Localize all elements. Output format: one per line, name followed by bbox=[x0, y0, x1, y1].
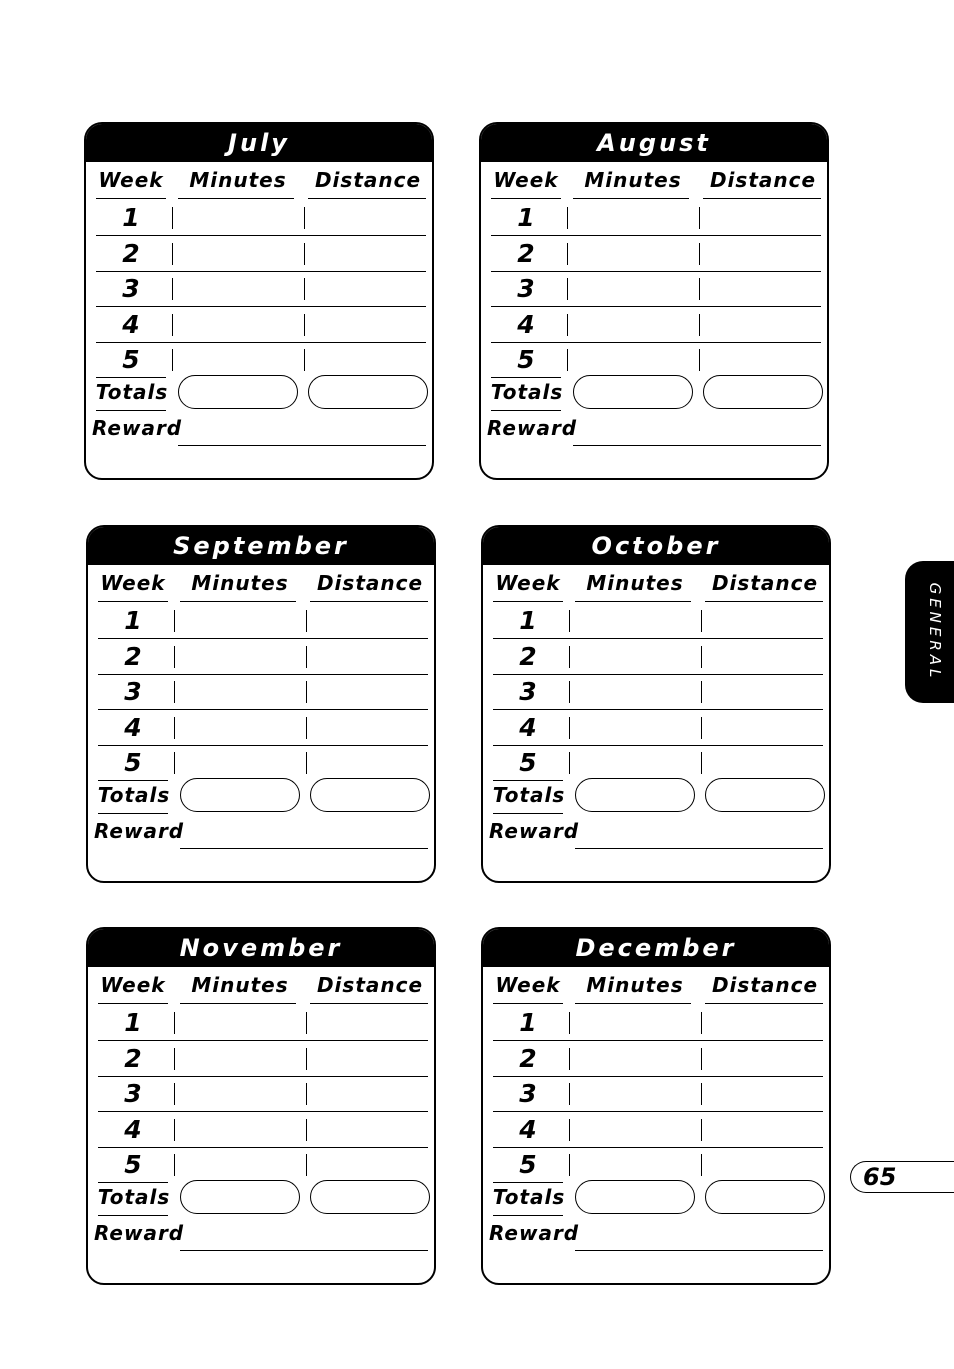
cell-divider bbox=[172, 349, 173, 371]
cell-divider bbox=[174, 681, 175, 703]
minutes-header: Minutes bbox=[191, 571, 289, 595]
cell-divider bbox=[172, 243, 173, 265]
cell-divider bbox=[304, 349, 305, 371]
cell-divider bbox=[174, 717, 175, 739]
minutes-header: Minutes bbox=[191, 973, 289, 997]
header-rule bbox=[310, 1003, 428, 1004]
row-rule bbox=[493, 1215, 563, 1216]
cell-divider bbox=[306, 681, 307, 703]
week-number: 2 bbox=[519, 641, 537, 671]
week-number: 2 bbox=[517, 238, 535, 268]
minutes-total-field[interactable] bbox=[575, 778, 695, 812]
header-rule bbox=[310, 601, 428, 602]
minutes-header: Minutes bbox=[586, 571, 684, 595]
month-title: December bbox=[483, 929, 829, 967]
reward-label: Reward bbox=[94, 819, 185, 843]
cell-divider bbox=[701, 1154, 702, 1176]
week-number: 5 bbox=[519, 748, 537, 777]
cell-divider bbox=[174, 752, 175, 774]
week-number: 1 bbox=[519, 606, 537, 635]
minutes-total-field[interactable] bbox=[180, 778, 300, 812]
reward-field[interactable] bbox=[573, 445, 821, 446]
cell-divider bbox=[174, 1012, 175, 1034]
distance-header: Distance bbox=[711, 973, 819, 997]
week-number: 4 bbox=[519, 712, 537, 742]
minutes-header: Minutes bbox=[189, 168, 287, 192]
week-number: 3 bbox=[124, 1079, 142, 1108]
header-rule bbox=[705, 1003, 823, 1004]
week-number: 2 bbox=[124, 1043, 142, 1073]
cell-divider bbox=[172, 207, 173, 229]
cell-divider bbox=[701, 610, 702, 632]
cell-divider bbox=[569, 1083, 570, 1105]
row-rule bbox=[98, 813, 168, 814]
minutes-header: Minutes bbox=[586, 973, 684, 997]
distance-total-field[interactable] bbox=[703, 375, 823, 409]
week-header: Week bbox=[98, 168, 164, 192]
header-rule bbox=[705, 601, 823, 602]
header-rule bbox=[491, 198, 561, 199]
header-rule bbox=[703, 198, 821, 199]
cell-divider bbox=[174, 646, 175, 668]
cell-divider bbox=[304, 314, 305, 336]
month-title: July bbox=[86, 124, 432, 162]
month-title: October bbox=[483, 527, 829, 565]
totals-label: Totals bbox=[95, 380, 169, 404]
row-rule bbox=[98, 780, 168, 781]
week-number: 2 bbox=[122, 238, 140, 268]
distance-total-field[interactable] bbox=[705, 1180, 825, 1214]
week-number: 5 bbox=[124, 748, 142, 777]
week-number: 4 bbox=[124, 712, 142, 742]
header-rule bbox=[98, 1003, 168, 1004]
week-number: 4 bbox=[122, 309, 140, 339]
header-rule bbox=[178, 198, 294, 199]
week-number: 2 bbox=[124, 641, 142, 671]
row-rule bbox=[493, 1182, 563, 1183]
distance-total-field[interactable] bbox=[308, 375, 428, 409]
reward-label: Reward bbox=[94, 1221, 185, 1245]
cell-divider bbox=[306, 646, 307, 668]
cell-divider bbox=[701, 1083, 702, 1105]
distance-total-field[interactable] bbox=[310, 778, 430, 812]
cell-divider bbox=[567, 207, 568, 229]
cell-divider bbox=[569, 646, 570, 668]
week-number: 5 bbox=[517, 345, 535, 374]
totals-label: Totals bbox=[492, 1185, 566, 1209]
week-header: Week bbox=[495, 571, 561, 595]
week-header: Week bbox=[100, 973, 166, 997]
totals-label: Totals bbox=[97, 1185, 171, 1209]
minutes-header: Minutes bbox=[584, 168, 682, 192]
cell-divider bbox=[569, 1048, 570, 1070]
month-card-september bbox=[86, 525, 436, 883]
week-number: 1 bbox=[122, 203, 140, 232]
cell-divider bbox=[699, 207, 700, 229]
week-number: 5 bbox=[519, 1150, 537, 1179]
distance-header: Distance bbox=[316, 973, 424, 997]
cell-divider bbox=[306, 752, 307, 774]
cell-divider bbox=[569, 681, 570, 703]
header-rule bbox=[180, 1003, 296, 1004]
cell-divider bbox=[701, 681, 702, 703]
cell-divider bbox=[306, 610, 307, 632]
week-number: 1 bbox=[124, 606, 142, 635]
cell-divider bbox=[174, 610, 175, 632]
cell-divider bbox=[304, 207, 305, 229]
month-card-october bbox=[481, 525, 831, 883]
header-rule bbox=[575, 1003, 691, 1004]
reward-field[interactable] bbox=[575, 1250, 823, 1251]
reward-field[interactable] bbox=[178, 445, 426, 446]
cell-divider bbox=[569, 1154, 570, 1176]
month-card-december bbox=[481, 927, 831, 1285]
reward-field[interactable] bbox=[180, 1250, 428, 1251]
cell-divider bbox=[701, 646, 702, 668]
cell-divider bbox=[701, 717, 702, 739]
week-header: Week bbox=[100, 571, 166, 595]
reward-field[interactable] bbox=[575, 848, 823, 849]
totals-label: Totals bbox=[492, 783, 566, 807]
week-number: 1 bbox=[517, 203, 535, 232]
week-header: Week bbox=[495, 973, 561, 997]
header-rule bbox=[180, 601, 296, 602]
distance-header: Distance bbox=[709, 168, 817, 192]
header-rule bbox=[493, 601, 563, 602]
minutes-total-field[interactable] bbox=[180, 1180, 300, 1214]
reward-label: Reward bbox=[92, 416, 183, 440]
row-rule bbox=[98, 1215, 168, 1216]
week-number: 2 bbox=[519, 1043, 537, 1073]
cell-divider bbox=[306, 717, 307, 739]
cell-divider bbox=[701, 1119, 702, 1141]
section-tab bbox=[905, 561, 954, 703]
row-rule bbox=[96, 410, 166, 411]
week-number: 3 bbox=[519, 677, 537, 706]
header-rule bbox=[308, 198, 426, 199]
cell-divider bbox=[306, 1048, 307, 1070]
distance-total-field[interactable] bbox=[705, 778, 825, 812]
distance-total-field[interactable] bbox=[310, 1180, 430, 1214]
cell-divider bbox=[172, 314, 173, 336]
cell-divider bbox=[569, 752, 570, 774]
cell-divider bbox=[306, 1012, 307, 1034]
reward-label: Reward bbox=[489, 1221, 580, 1245]
cell-divider bbox=[699, 278, 700, 300]
cell-divider bbox=[701, 1048, 702, 1070]
cell-divider bbox=[701, 1012, 702, 1034]
month-card-november bbox=[86, 927, 436, 1285]
minutes-total-field[interactable] bbox=[178, 375, 298, 409]
cell-divider bbox=[304, 243, 305, 265]
header-rule bbox=[96, 198, 166, 199]
row-rule bbox=[96, 377, 166, 378]
row-rule bbox=[491, 410, 561, 411]
week-number: 4 bbox=[519, 1114, 537, 1144]
week-header: Week bbox=[493, 168, 559, 192]
minutes-total-field[interactable] bbox=[575, 1180, 695, 1214]
week-number: 3 bbox=[519, 1079, 537, 1108]
row-rule bbox=[98, 1182, 168, 1183]
cell-divider bbox=[174, 1154, 175, 1176]
row-rule bbox=[493, 813, 563, 814]
month-title: August bbox=[481, 124, 827, 162]
header-rule bbox=[575, 601, 691, 602]
cell-divider bbox=[701, 752, 702, 774]
totals-label: Totals bbox=[490, 380, 564, 404]
month-card-july bbox=[84, 122, 434, 480]
month-card-august bbox=[479, 122, 829, 480]
cell-divider bbox=[172, 278, 173, 300]
page-number-badge bbox=[850, 1161, 954, 1193]
cell-divider bbox=[699, 349, 700, 371]
cell-divider bbox=[569, 610, 570, 632]
cell-divider bbox=[699, 243, 700, 265]
cell-divider bbox=[306, 1083, 307, 1105]
cell-divider bbox=[569, 1012, 570, 1034]
week-number: 4 bbox=[517, 309, 535, 339]
cell-divider bbox=[699, 314, 700, 336]
week-number: 3 bbox=[122, 274, 140, 303]
reward-label: Reward bbox=[487, 416, 578, 440]
week-number: 3 bbox=[124, 677, 142, 706]
distance-header: Distance bbox=[711, 571, 819, 595]
header-rule bbox=[98, 601, 168, 602]
page-number: 65 bbox=[863, 1163, 897, 1191]
minutes-total-field[interactable] bbox=[573, 375, 693, 409]
reward-label: Reward bbox=[489, 819, 580, 843]
header-rule bbox=[573, 198, 689, 199]
month-title: November bbox=[88, 929, 434, 967]
distance-header: Distance bbox=[316, 571, 424, 595]
row-rule bbox=[493, 780, 563, 781]
cell-divider bbox=[567, 243, 568, 265]
cell-divider bbox=[306, 1119, 307, 1141]
week-number: 4 bbox=[124, 1114, 142, 1144]
cell-divider bbox=[306, 1154, 307, 1176]
section-tab-label: GENERAL bbox=[926, 582, 944, 682]
cell-divider bbox=[569, 717, 570, 739]
cell-divider bbox=[567, 314, 568, 336]
week-number: 1 bbox=[124, 1008, 142, 1037]
cell-divider bbox=[174, 1119, 175, 1141]
month-title: September bbox=[88, 527, 434, 565]
totals-label: Totals bbox=[97, 783, 171, 807]
week-number: 5 bbox=[122, 345, 140, 374]
week-number: 5 bbox=[124, 1150, 142, 1179]
cell-divider bbox=[174, 1083, 175, 1105]
cell-divider bbox=[304, 278, 305, 300]
reward-field[interactable] bbox=[180, 848, 428, 849]
week-number: 1 bbox=[519, 1008, 537, 1037]
distance-header: Distance bbox=[314, 168, 422, 192]
header-rule bbox=[493, 1003, 563, 1004]
cell-divider bbox=[569, 1119, 570, 1141]
row-rule bbox=[491, 377, 561, 378]
week-number: 3 bbox=[517, 274, 535, 303]
cell-divider bbox=[567, 349, 568, 371]
cell-divider bbox=[567, 278, 568, 300]
cell-divider bbox=[174, 1048, 175, 1070]
